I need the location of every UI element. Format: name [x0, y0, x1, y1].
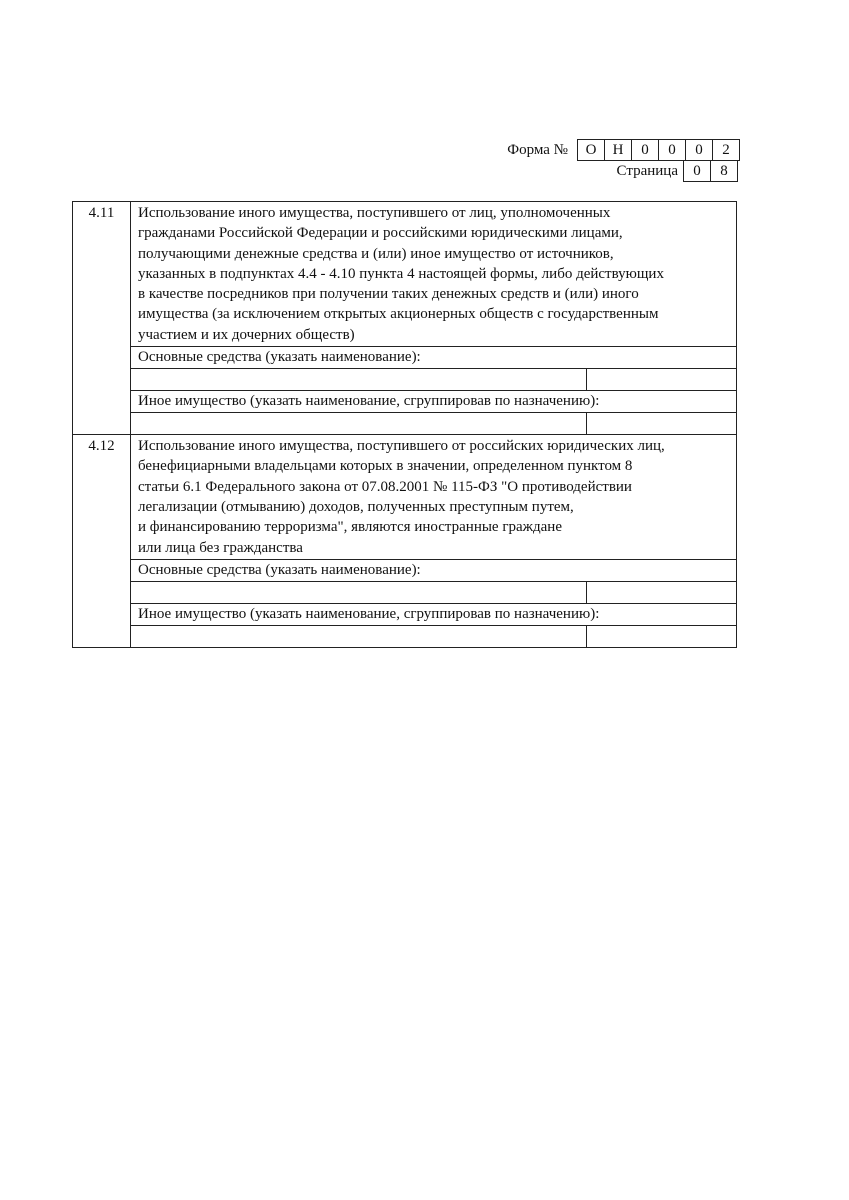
- section-number: 4.12: [73, 435, 131, 648]
- fixed-assets-label: Основные средства (указать наименование):: [131, 347, 737, 369]
- other-property-name-field[interactable]: [131, 625, 587, 647]
- description-line: Использование иного имущества, поступившего от лиц, уполномоченных: [138, 205, 611, 221]
- section-number: 4.11: [73, 202, 131, 435]
- form-code-char: 2: [713, 140, 740, 160]
- other-property-value-field[interactable]: [587, 625, 737, 647]
- form-code-char: 0: [686, 140, 713, 160]
- page-digit: 8: [711, 161, 738, 181]
- section-description: [131, 202, 737, 347]
- description-line: гражданами Российской Федерации и российскими юридическими лицами,: [138, 225, 623, 242]
- fixed-assets-name-field[interactable]: [131, 369, 587, 391]
- description-line: легализации (отмыванию) доходов, полученных преступным путем,: [138, 498, 574, 515]
- page-digit: 0: [684, 161, 711, 181]
- other-property-value-field[interactable]: [587, 413, 737, 435]
- other-property-label: Иное имущество (указать наименование, сгруппировав по назначению):: [131, 603, 737, 625]
- other-property-label: Иное имущество (указать наименование, сгруппировав по назначению):: [131, 391, 737, 413]
- description-line: в качестве посредников при получении таких денежных средств и (или) иного: [138, 286, 639, 303]
- form-number-label: Форма №: [507, 142, 568, 158]
- other-property-name-field[interactable]: [131, 413, 587, 435]
- property-usage-table: [72, 201, 737, 648]
- description-line: бенефициарными владельцами которых в значении, определенном пунктом 8: [138, 458, 633, 475]
- form-code-char: 0: [632, 140, 659, 160]
- description-line: и финансированию терроризма", являются иностранные граждане: [138, 519, 562, 536]
- section-row: [73, 202, 737, 347]
- form-code-char: 0: [659, 140, 686, 160]
- section-description: [131, 435, 737, 560]
- form-code-char: Н: [605, 140, 632, 160]
- form-code-boxes: [577, 139, 740, 161]
- description-line: имущества (за исключением открытых акционерных обществ с государственным: [138, 306, 659, 323]
- page-number-label: Страница: [616, 163, 678, 179]
- fixed-assets-value-field[interactable]: [587, 369, 737, 391]
- description-line: получающими денежные средства и (или) иное имущество от источников,: [138, 245, 614, 262]
- fixed-assets-label: Основные средства (указать наименование):: [131, 559, 737, 581]
- description-line: Использование иного имущества, поступившего от российских юридических лиц,: [138, 438, 665, 455]
- form-code-char: О: [578, 140, 605, 160]
- description-line: участием и их дочерних обществ): [138, 326, 355, 343]
- fixed-assets-name-field[interactable]: [131, 581, 587, 603]
- description-line: указанных в подпунктах 4.4 - 4.10 пункта 4 настоящей формы, либо действующих: [138, 265, 664, 282]
- description-line: или лица без гражданства: [138, 539, 303, 556]
- description-line: статьи 6.1 Федерального закона от 07.08.2001 № 115-ФЗ "О противодействии: [138, 478, 632, 495]
- section-row: [73, 435, 737, 560]
- page-number-boxes: [683, 160, 738, 182]
- fixed-assets-value-field[interactable]: [587, 581, 737, 603]
